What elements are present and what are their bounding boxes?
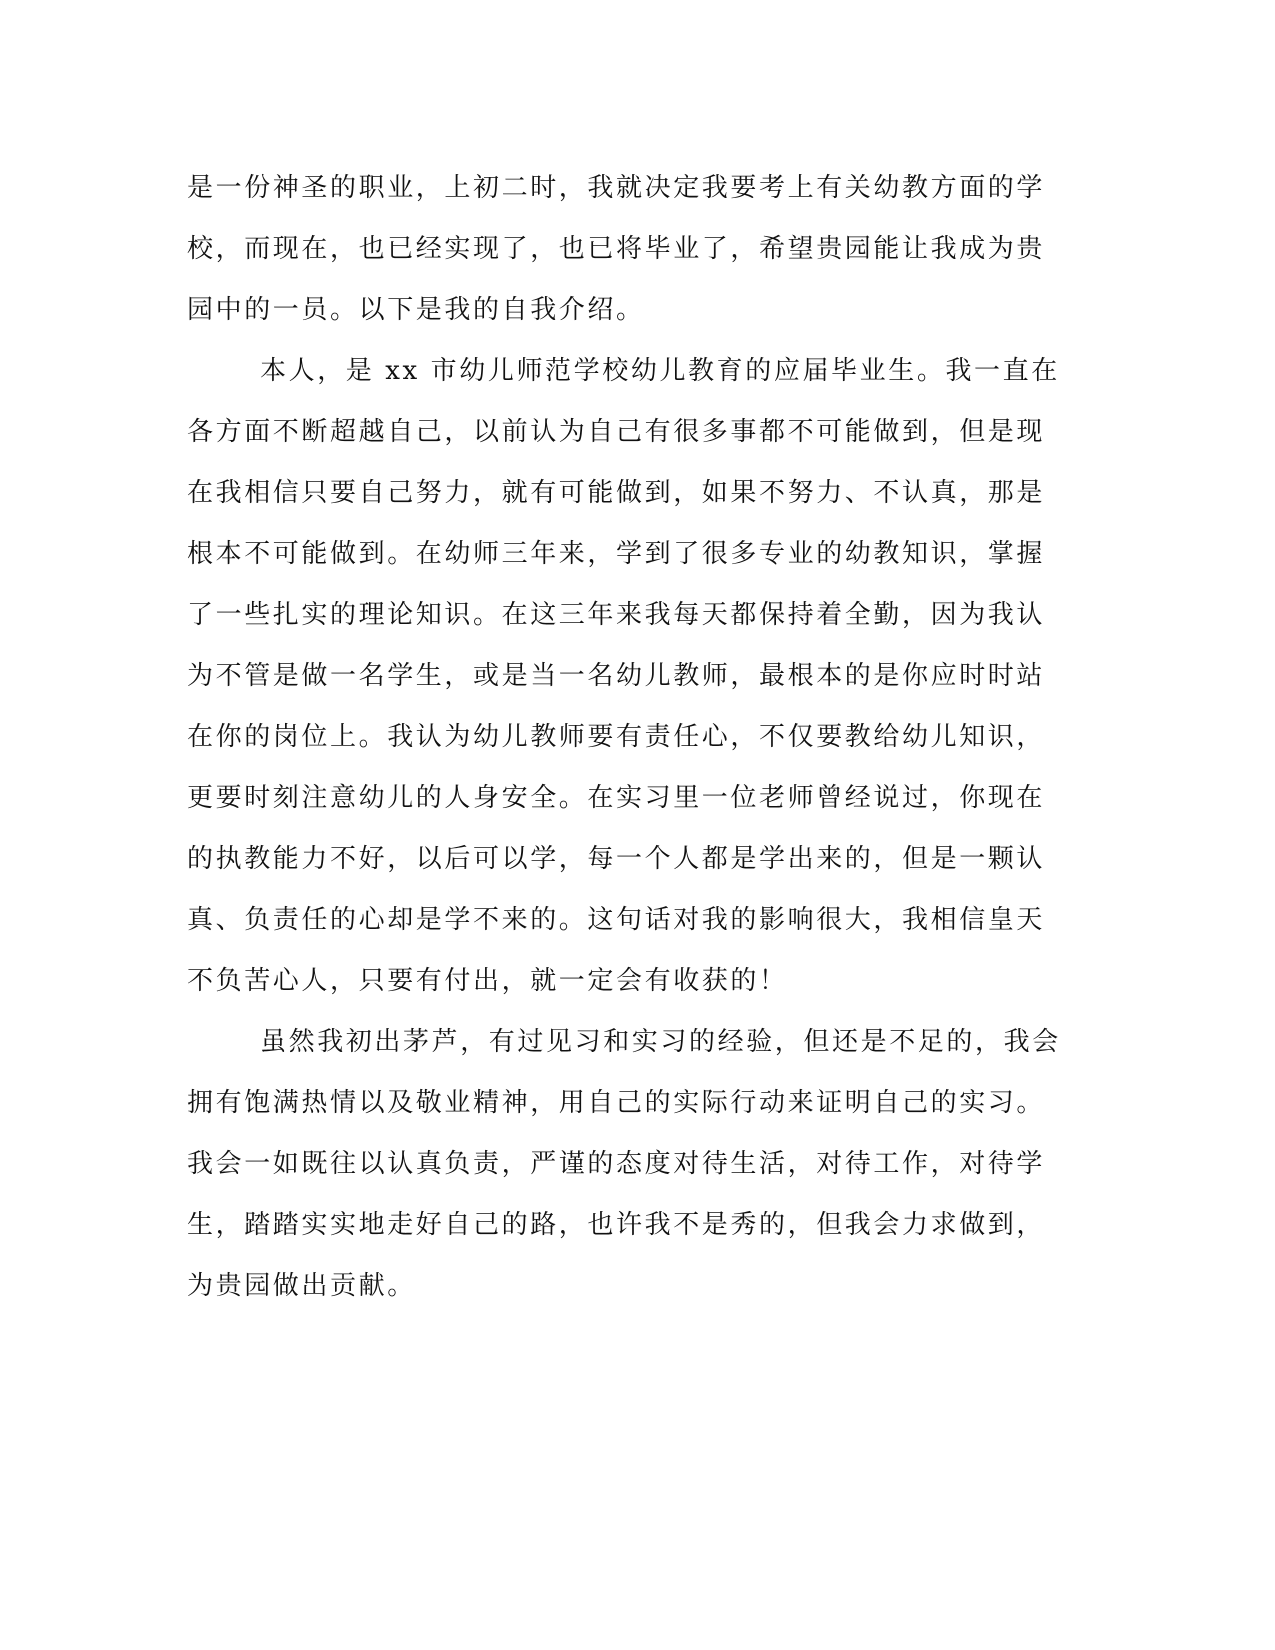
text-line: 我会一如既往以认真负责，严谨的态度对待生活，对待工作，对待学 <box>187 1149 1046 1179</box>
text-line: 真、负责任的心却是学不来的。这句话对我的影响很大，我相信皇天 <box>187 905 1046 935</box>
text-line: 在我相信只要自己努力，就有可能做到，如果不努力、不认真，那是 <box>187 478 1046 508</box>
text-line: 拥有饱满热情以及敬业精神，用自己的实际行动来证明自己的实习。 <box>187 1088 1046 1118</box>
text-line: 各方面不断超越自己，以前认为自己有很多事都不可能做到，但是现 <box>187 417 1046 447</box>
text-line: 生，踏踏实实地走好自己的路，也许我不是秀的，但我会力求做到， <box>187 1210 1046 1240</box>
text-line: 为不管是做一名学生，或是当一名幼儿教师，最根本的是你应时时站 <box>187 661 1046 691</box>
text-line: 的执教能力不好，以后可以学，每一个人都是学出来的，但是一颗认 <box>187 844 1046 874</box>
paragraph-first-line: 虽然我初出茅芦，有过见习和实习的经验，但还是不足的，我会 <box>260 1027 1061 1057</box>
document-body <box>187 158 1067 1317</box>
text-line: 不负苦心人，只要有付出，就一定会有收获的！ <box>187 966 788 996</box>
text-line: 了一些扎实的理论知识。在这三年来我每天都保持着全勤，因为我认 <box>187 600 1046 630</box>
text-line: 根本不可能做到。在幼师三年来，学到了很多专业的幼教知识，掌握 <box>187 539 1046 569</box>
text-line: 校，而现在，也已经实现了，也已将毕业了，希望贵园能让我成为贵 <box>187 234 1046 264</box>
text-line: 是一份神圣的职业，上初二时，我就决定我要考上有关幼教方面的学 <box>187 173 1046 203</box>
text-line: 园中的一员。以下是我的自我介绍。 <box>187 295 645 325</box>
paragraph-first-line: 本人，是 xx 市幼儿师范学校幼儿教育的应届毕业生。我一直在 <box>260 356 1060 386</box>
text-line: 更要时刻注意幼儿的人身安全。在实习里一位老师曾经说过，你现在 <box>187 783 1046 813</box>
text-line: 在你的岗位上。我认为幼儿教师要有责任心，不仅要教给幼儿知识， <box>187 722 1046 752</box>
text-line: 为贵园做出贡献。 <box>187 1271 416 1301</box>
